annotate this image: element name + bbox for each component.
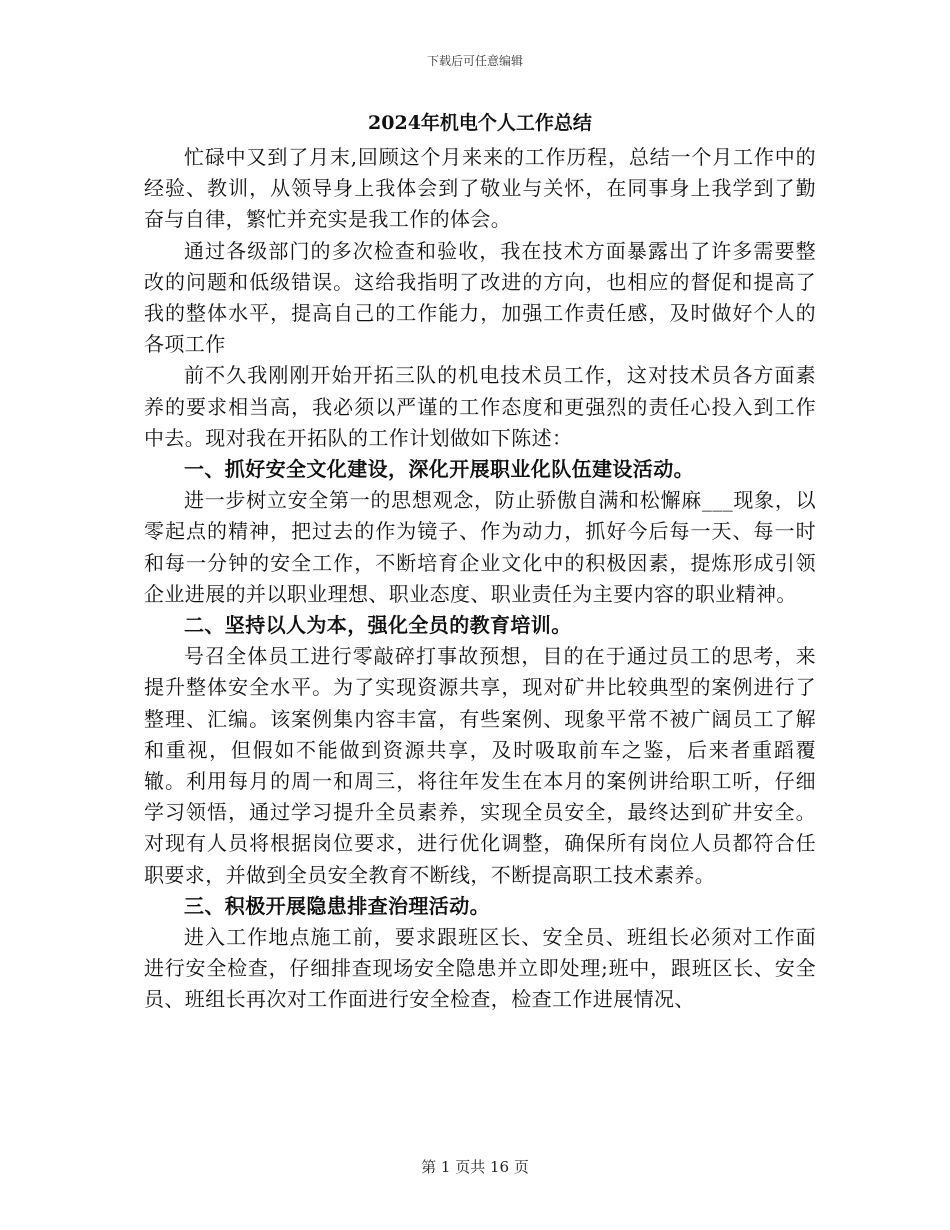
document-body (144, 108, 816, 1016)
page-footer: 第 1 页共 16 页 (421, 1158, 529, 1176)
page-header: 下载后可任意编辑 (426, 54, 523, 68)
paragraph: 进一步树立安全第一的思想观念，防止骄傲自满和松懈麻___现象，以零起点的精神，把过去的作为镜子、作为动力，抓好今后每一天、每一时和每一分钟的安全工作，不断培育企业文化中的积极因素，提炼形成引领企业进展的并以职业理想、职业态度、职业责任为主要内容的职业精神。 (144, 488, 816, 606)
paragraph: 忙碌中又到了月末,回顾这个月来来的工作历程，总结一个月工作中的经验、教训，从领导身上我体会到了敬业与关怀，在同事身上我学到了勤奋与自律，繁忙并充实是我工作的体会。 (144, 145, 816, 232)
document-title: 2024年机电个人工作总结 (368, 112, 592, 134)
paragraph: 进入工作地点施工前，要求跟班区长、安全员、班组长必须对工作面进行安全检查，仔细排查现场安全隐患并立即处理;班中，跟班区长、安全员、班组长再次对工作面进行安全检查，检查工作进展情况、 (144, 925, 816, 1012)
section-heading: 二、坚持以人为本，强化全员的教育培训。 (184, 613, 572, 638)
section-heading: 一、抓好安全文化建设，深化开展职业化队伍建设活动。 (184, 457, 694, 482)
paragraph: 号召全体员工进行零敲碎打事故预想，目的在于通过员工的思考，来提升整体安全水平。为了实现资源共享，现对矿井比较典型的案例进行了整理、汇编。该案例集内容丰富，有些案例、现象平常不被广阔员工了解和重视，但假如不能做到资源共享，及时吸取前车之鉴，后来者重蹈覆辙。利用每月的周一和周三，将往年发生在本月的案例讲给职工听，仔细学习领悟，通过学习提升全员素养，实现全员安全，最终达到矿井安全。对现有人员将根据岗位要求，进行优化调整，确保所有岗位人员都符合任职要求，并做到全员安全教育不断线，不断提高职工技术素养。 (144, 644, 816, 887)
paragraph: 通过各级部门的多次检查和验收，我在技术方面暴露出了许多需要整改的问题和低级错误。这给我指明了改进的方向，也相应的督促和提高了我的整体水平，提高自己的工作能力，加强工作责任感，及时做好个人的各项工作 (144, 238, 816, 357)
document-blocks (144, 142, 816, 1016)
paragraph: 前不久我刚刚开始开拓三队的机电技术员工作，这对技术员各方面素养的要求相当高，我必须以严谨的工作态度和更强烈的责任心投入到工作中去。现对我在开拓队的工作计划做如下陈述： (144, 363, 816, 450)
section-heading: 三、积极开展隐患排查治理活动。 (184, 893, 490, 918)
